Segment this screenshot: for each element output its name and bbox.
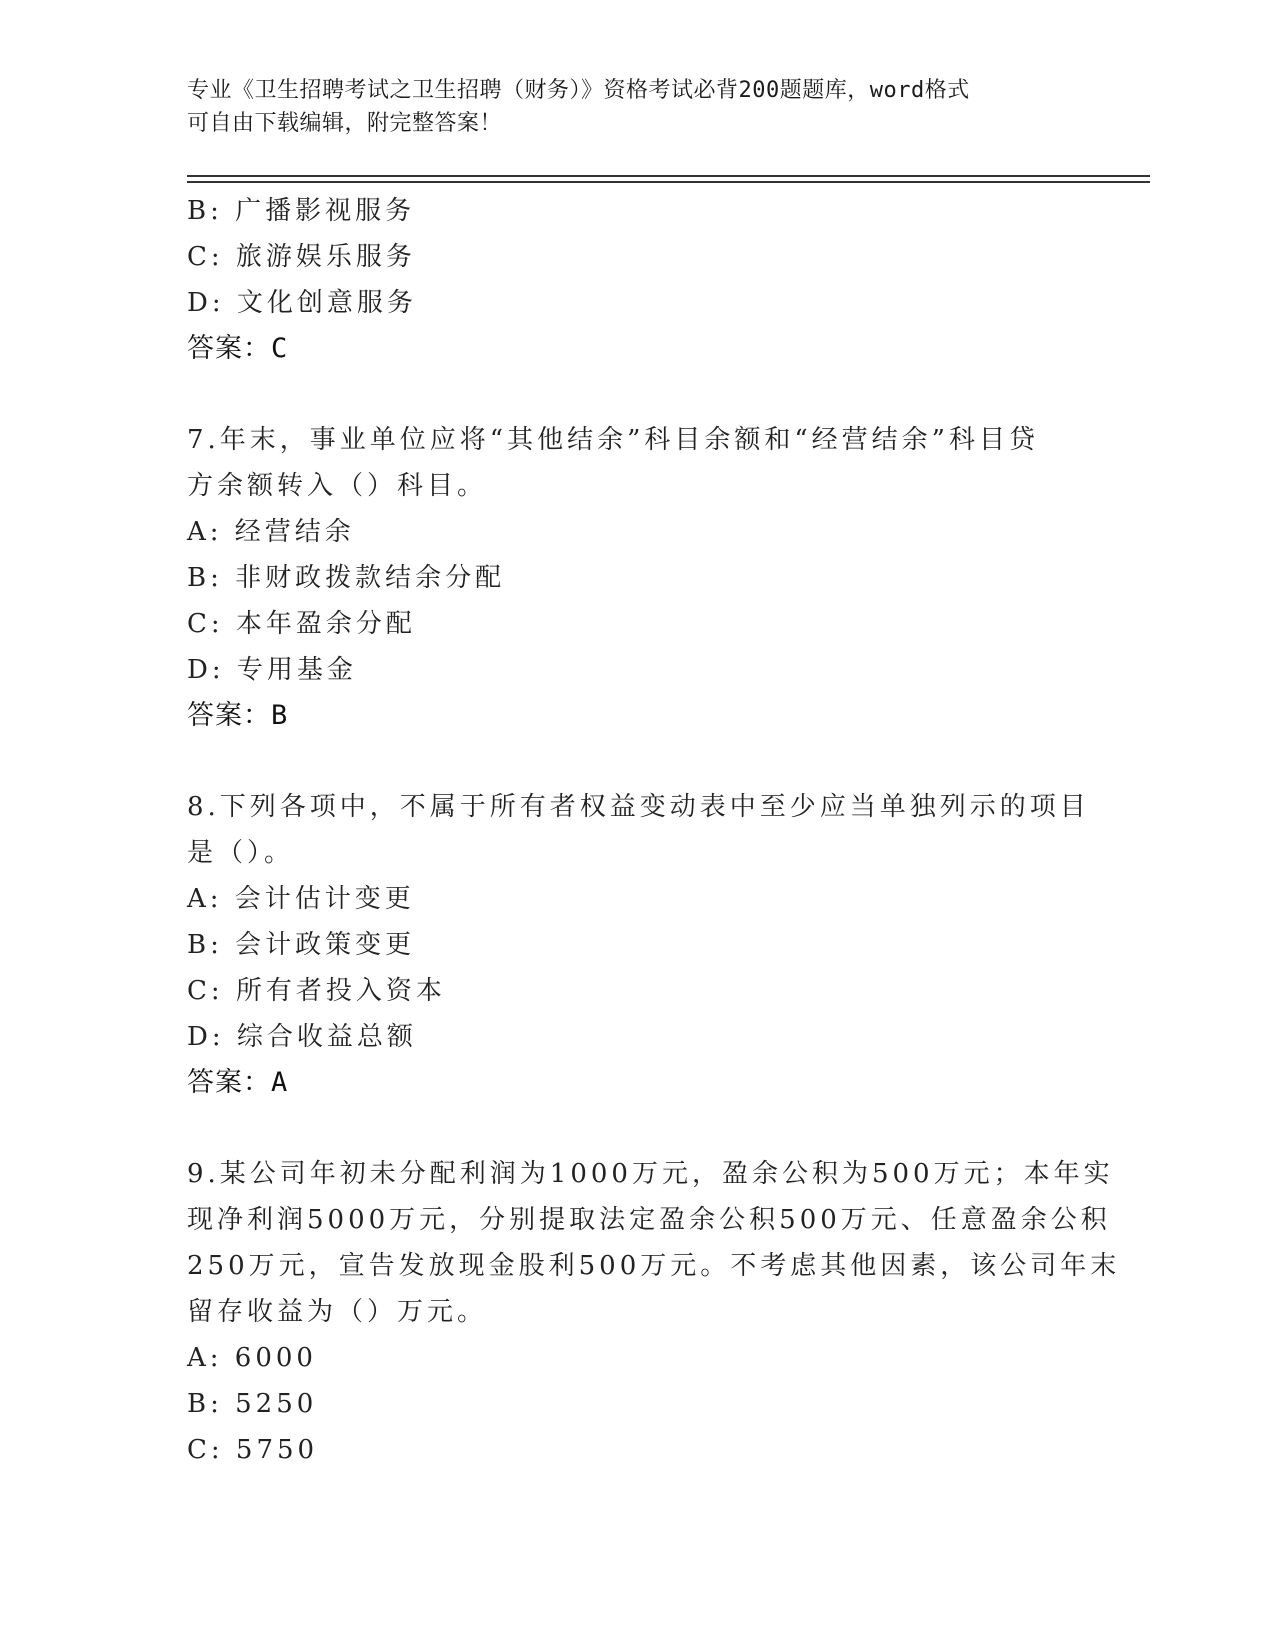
question-content bbox=[187, 188, 1121, 1473]
answer-value: B bbox=[271, 700, 289, 731]
question-text-line: 250万元，宣告发放现金股利500万元。不考虑其他因素，该公司年末 bbox=[187, 1251, 1121, 1281]
option-d: D: 综合收益总额 bbox=[187, 1022, 417, 1052]
answer-label: 答案： bbox=[187, 1067, 271, 1098]
document-header bbox=[187, 74, 1087, 140]
question-text-line: 9.某公司年初未分配利润为1000万元，盈余公积为500万元；本年实 bbox=[187, 1159, 1114, 1189]
question-9 bbox=[187, 1151, 1121, 1473]
question-7 bbox=[187, 417, 1087, 739]
option-d: D: 文化创意服务 bbox=[187, 288, 417, 318]
answer-line bbox=[187, 693, 1087, 739]
header-line-2: 可自由下载编辑，附完整答案！ bbox=[187, 111, 503, 136]
question-6-continued bbox=[187, 188, 1087, 372]
option-b: B: 5250 bbox=[187, 1389, 318, 1419]
question-text-line: 7.年末，事业单位应将“其他结余”科目余额和“经营结余”科目贷 bbox=[187, 425, 1039, 455]
option-c: C: 5750 bbox=[187, 1435, 319, 1465]
option-c: C: 本年盈余分配 bbox=[187, 609, 416, 639]
option-a: A: 会计估计变更 bbox=[187, 884, 415, 914]
header-line-1: 专业《卫生招聘考试之卫生招聘（财务）》资格考试必背200题题库，word格式 bbox=[187, 78, 970, 103]
option-a: A: 6000 bbox=[187, 1343, 317, 1373]
answer-line bbox=[187, 1060, 1087, 1106]
header-rule-bottom bbox=[187, 181, 1150, 183]
question-text-line: 8.下列各项中，不属于所有者权益变动表中至少应当单独列示的项目 bbox=[187, 792, 1090, 822]
option-a: A: 经营结余 bbox=[187, 517, 355, 547]
option-d: D: 专用基金 bbox=[187, 655, 357, 685]
header-rule-top bbox=[187, 175, 1150, 177]
answer-label: 答案： bbox=[187, 333, 271, 364]
answer-value: C bbox=[271, 333, 289, 364]
answer-value: A bbox=[271, 1067, 289, 1098]
question-text-line: 方余额转入（）科目。 bbox=[187, 471, 488, 501]
option-c: C: 旅游娱乐服务 bbox=[187, 242, 416, 272]
question-text-line: 现净利润5000万元，分别提取法定盈余公积500万元、任意盈余公积 bbox=[187, 1205, 1111, 1235]
answer-line bbox=[187, 326, 1087, 372]
option-b: B: 广播影视服务 bbox=[187, 196, 416, 226]
answer-label: 答案： bbox=[187, 700, 271, 731]
question-8 bbox=[187, 784, 1090, 1106]
question-text-line: 是（）。 bbox=[187, 838, 295, 868]
option-c: C: 所有者投入资本 bbox=[187, 976, 446, 1006]
option-b: B: 会计政策变更 bbox=[187, 930, 416, 960]
option-b: B: 非财政拨款结余分配 bbox=[187, 563, 506, 593]
question-text-line: 留存收益为（）万元。 bbox=[187, 1297, 488, 1327]
